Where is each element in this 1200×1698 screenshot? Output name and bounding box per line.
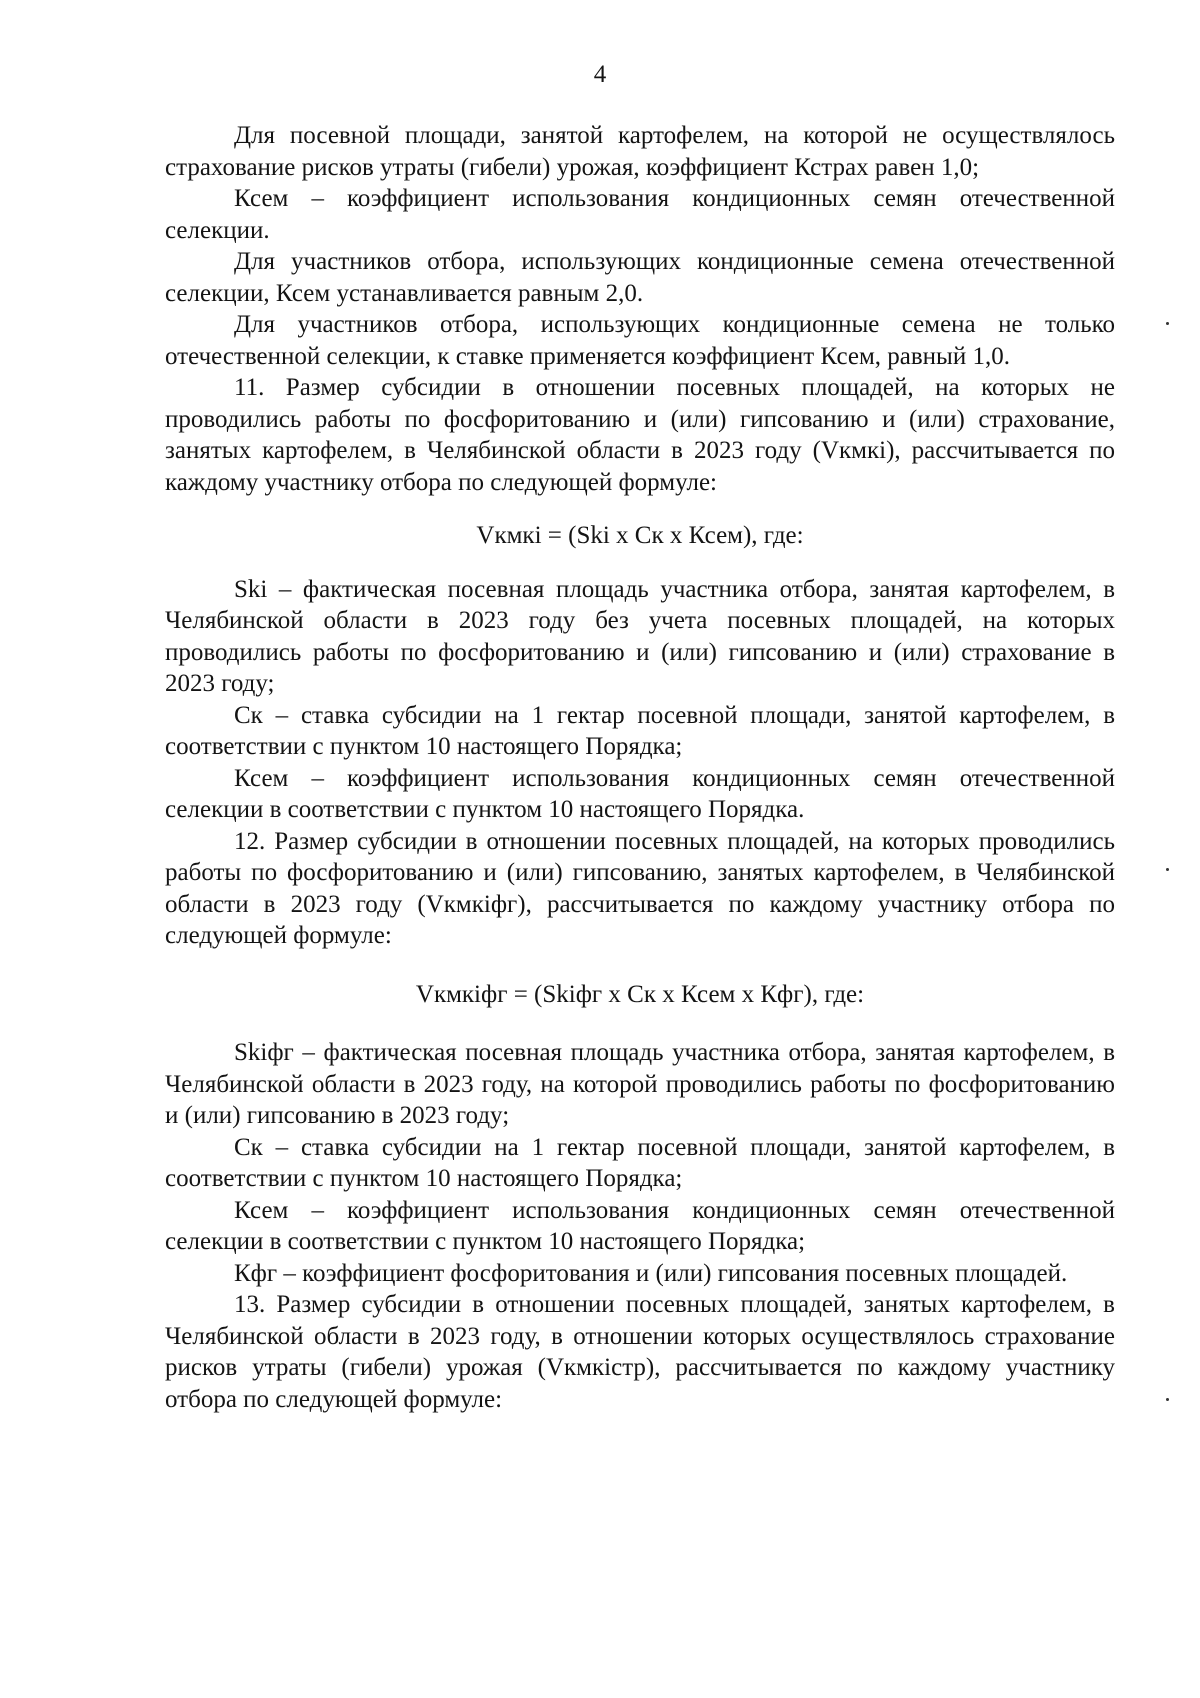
paragraph-item-12: 12. Размер субсидии в отношении посевных площадей, на которых проводились работы по фосфоритованию и (или) гипсованию, занятых картофелем, в Челябинской области в 2023 году (Vкмкiфг), рассчитывается по каждому участнику отбора по следующей формуле: — [165, 827, 1115, 949]
paragraph-kstrah-note: Для посевной площади, занятой картофелем, на которой не осуществлялось страхование рисков утраты (гибели) урожая, коэффициент Кстрах равен 1,0; — [165, 122, 1115, 181]
formula-vkmkifg: Vкмкiфг = (Skiфг х Ск х Ксем х Кфг), где: — [415, 980, 865, 1008]
paragraph-item-11: 11. Размер субсидии в отношении посевных площадей, на которых не проводились работы по фосфоритованию и (или) гипсованию и (или) страхование, занятых картофелем, в Челябинской области в 2023 году (Vкмкi), рассчитывается по каждому участнику отбора по следующей формуле: — [165, 374, 1115, 496]
paragraph-sk-definition: Ск – ставка субсидии на 1 гектар посевной площади, занятой картофелем, в соответствии с пунктом 10 настоящего Порядка; — [165, 701, 1115, 760]
paragraph-ksem-reference: Ксем – коэффициент использования кондиционных семян отечественной селекции в соответствии с пунктом 10 настоящего Порядка. — [165, 764, 1115, 823]
paragraph-ksem-definition: Ксем – коэффициент использования кондиционных семян отечественной селекции. — [165, 185, 1115, 244]
paragraph-ksem-mixed: Для участников отбора, использующих кондиционные семена не только отечественной селекции, к ставке применяется коэффициент Ксем, равный 1,0. — [165, 311, 1115, 370]
page-number: 4 — [593, 61, 607, 88]
scan-speck — [1166, 322, 1169, 325]
formula-vkmki: Vкмкi = (Ski х Ск х Ксем), где: — [476, 522, 804, 549]
paragraph-item-13: 13. Размер субсидии в отношении посевных площадей, занятых картофелем, в Челябинской области в 2023 году, в отношении которых осуществлялось страхование рисков утраты (гибели) урожая (Vкмкiстр), рассчитывается по каждому участнику отбора по следующей формуле: — [165, 1291, 1115, 1413]
paragraph-ksem-domestic: Для участников отбора, использующих кондиционные семена отечественной селекции, Ксем устанавливается равным 2,0. — [165, 248, 1115, 307]
paragraph-skifg-definition: Skiфг – фактическая посевная площадь участника отбора, занятая картофелем, в Челябинской области в 2023 году, на которой проводились работы по фосфоритованию и (или) гипсованию в 2023 году; — [165, 1039, 1115, 1129]
paragraph-ksem-reference-2: Ксем – коэффициент использования кондиционных семян отечественной селекции в соответствии с пунктом 10 настоящего Порядка; — [165, 1196, 1115, 1255]
document-body — [165, 120, 1115, 1415]
paragraph-kfg-definition: Кфг – коэффициент фосфоритования и (или) гипсования посевных площадей. — [234, 1259, 1068, 1287]
scan-speck — [1166, 868, 1169, 871]
paragraph-sk-definition-2: Ск – ставка субсидии на 1 гектар посевной площади, занятой картофелем, в соответствии с пунктом 10 настоящего Порядка; — [165, 1133, 1115, 1192]
scan-speck — [1166, 1398, 1169, 1401]
paragraph-ski-definition: Ski – фактическая посевная площадь участника отбора, занятая картофелем, в Челябинской области в 2023 году без учета посевных площадей, на которых проводились работы по фосфоритованию и (или) гипсованию и (или) страхование в 2023 году; — [165, 575, 1115, 697]
